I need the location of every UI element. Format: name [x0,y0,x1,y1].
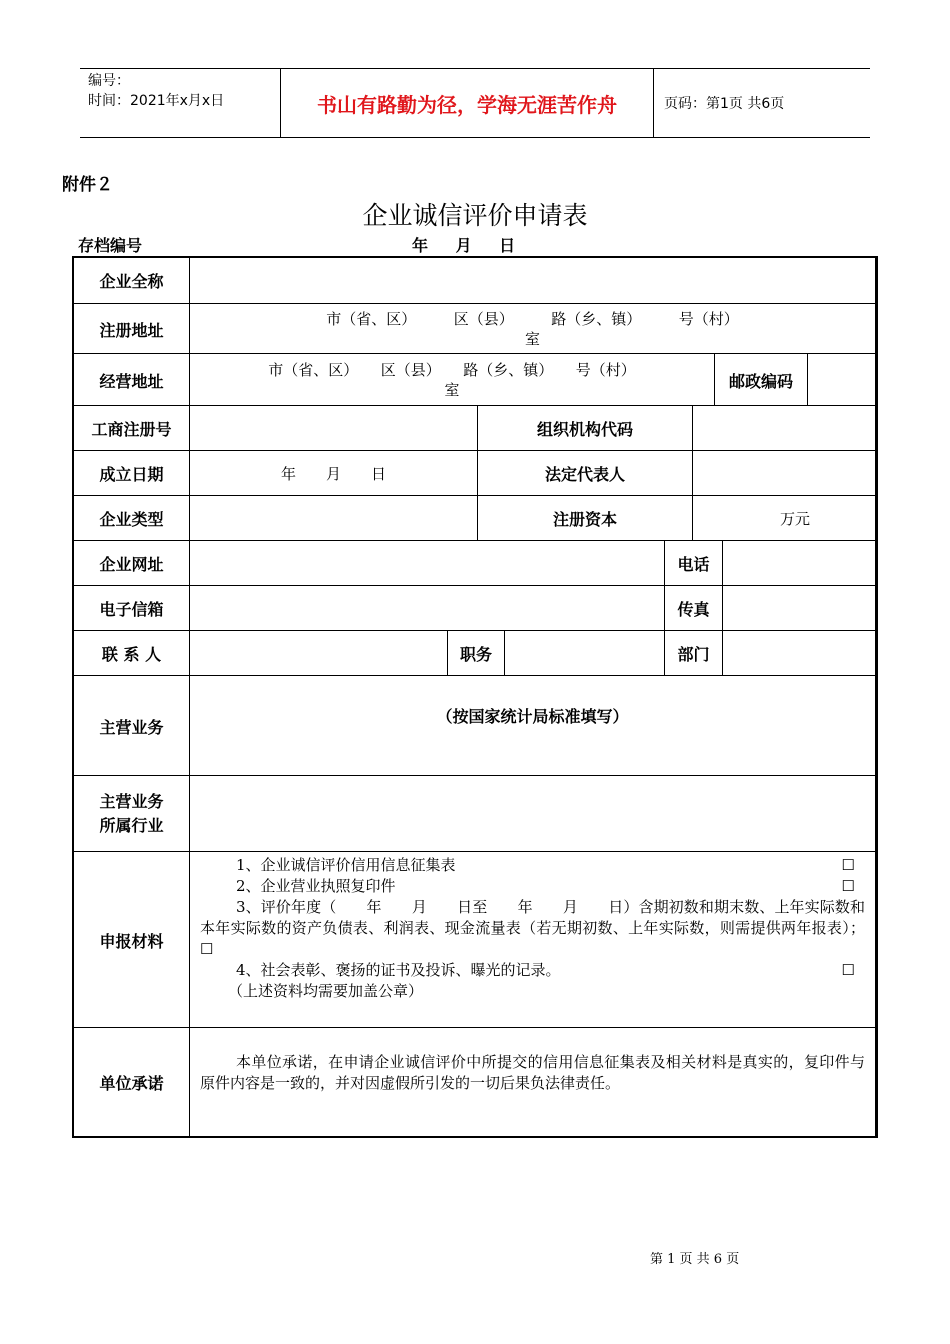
main-business-field[interactable] [189,676,875,776]
biz-address-text: 市（省、区） 区（县） 路（乡、镇） 号（村） [268,361,636,379]
commitment-text: 本单位承诺，在申请企业诚信评价中所提交的信用信息征集表及相关材料是真实的，复印件与原件内容是一致的，并对因虚假所引发的一切后果负法律责任。 [189,1028,875,1136]
email-field[interactable] [189,586,664,631]
website-field[interactable] [189,541,664,586]
org-code-label: 组织机构代码 [477,406,692,451]
row-main-business [74,675,875,776]
founded-date-field[interactable]: 年 月 日 [189,451,477,496]
fax-label: 传真 [664,586,722,631]
position-field[interactable] [504,631,664,676]
org-code-field[interactable] [692,406,875,451]
company-type-field[interactable] [189,496,477,541]
material-item-2-text: 2、企业营业执照复印件 [236,877,396,895]
department-field[interactable] [722,631,875,676]
row-contact [74,630,875,676]
row-industry [74,775,875,852]
application-form-table [72,256,878,1138]
company-type-label: 企业类型 [99,510,164,529]
email-label: 电子信箱 [99,600,164,619]
main-business-note: （按国家统计局标准填写） [436,707,629,726]
row-company-name [74,258,875,303]
page-footer: 第 1 页 共 6 页 [650,1252,740,1267]
row-materials [74,851,875,1028]
row-website [74,540,875,586]
page-header [80,68,870,138]
industry-label [74,776,189,852]
row-biz-reg-no [74,405,875,451]
company-name-field[interactable] [189,258,875,303]
materials-list [189,852,875,1028]
materials-label: 申报材料 [99,931,164,951]
legal-rep-label: 法定代表人 [477,451,692,496]
row-commitment [74,1027,875,1136]
reg-address-room: 室 [524,330,540,348]
founded-date-label: 成立日期 [99,465,164,484]
row-founded [74,450,875,496]
contact-field[interactable] [189,631,447,676]
position-label: 职务 [447,631,504,676]
reg-address-text: 市（省、区） 区（县） 路（乡、镇） 号（村） [326,310,739,328]
material-item-4-checkbox[interactable]: ☐ [841,961,855,979]
biz-address-room: 室 [444,381,460,399]
reg-capital-field[interactable]: 万元 [692,496,875,541]
materials-note: （上述资料均需要加盖公章） [228,982,424,1000]
biz-reg-no-field[interactable] [189,406,477,451]
number-label: 编号： [88,73,130,89]
header-motto: 书山有路勤为径，学海无涯苦作舟 [280,69,654,137]
material-item-3-checkbox[interactable]: ☐ [200,940,214,958]
material-item-1-checkbox[interactable]: ☐ [841,856,855,874]
time-label: 时间：2021年x月x日 [88,93,225,109]
legal-rep-field[interactable] [692,451,875,496]
company-name-label: 企业全称 [99,272,164,291]
material-item-1 [200,855,865,876]
attachment-label: 附件２ [62,175,113,195]
phone-field[interactable] [722,541,875,586]
industry-label-line2: 所属行业 [99,816,164,835]
department-label: 部门 [664,631,722,676]
material-item-4 [200,960,865,981]
industry-field[interactable] [189,776,875,852]
reg-address-field[interactable] [189,304,875,354]
material-item-3-text: 3、评价年度（ 年 月 日至 年 月 日）含期初数和期末数、上年实际数和本年实际数的资产负债表、利润表、现金流量表（若无期初数、上年实际数，则需提供两年报表）； [200,898,865,937]
date-line: 年 月 日 [412,236,516,255]
fax-field[interactable] [722,586,875,631]
contact-label: 联 系 人 [101,645,162,664]
commitment-label: 单位承诺 [99,1073,164,1093]
page-title: 企业诚信评价申请表 [362,201,588,230]
postal-code-field[interactable] [807,354,875,406]
material-item-2 [200,876,865,897]
header-page-label: 页码：第1页 共6页 [664,96,785,112]
material-item-3 [200,897,865,960]
material-item-2-checkbox[interactable]: ☐ [841,877,855,895]
biz-reg-no-label: 工商注册号 [91,420,172,439]
material-item-4-text: 4、社会表彰、褒扬的证书及投诉、曝光的记录。 [236,961,561,979]
biz-address-label: 经营地址 [99,371,164,391]
biz-address-field[interactable] [189,354,714,406]
phone-label: 电话 [664,541,722,586]
industry-label-line1: 主营业务 [99,792,164,811]
row-biz-address [74,353,875,406]
reg-address-label: 注册地址 [99,320,164,340]
archive-number-label: 存档编号 [78,236,143,255]
website-label: 企业网址 [99,555,164,574]
header-meta [80,69,280,137]
row-reg-address [74,303,875,354]
reg-capital-label: 注册资本 [477,496,692,541]
postal-code-label: 邮政编码 [714,354,807,406]
main-business-label: 主营业务 [99,717,164,737]
row-email [74,585,875,631]
row-company-type [74,495,875,541]
material-item-1-text: 1、企业诚信评价信用信息征集表 [236,856,456,874]
